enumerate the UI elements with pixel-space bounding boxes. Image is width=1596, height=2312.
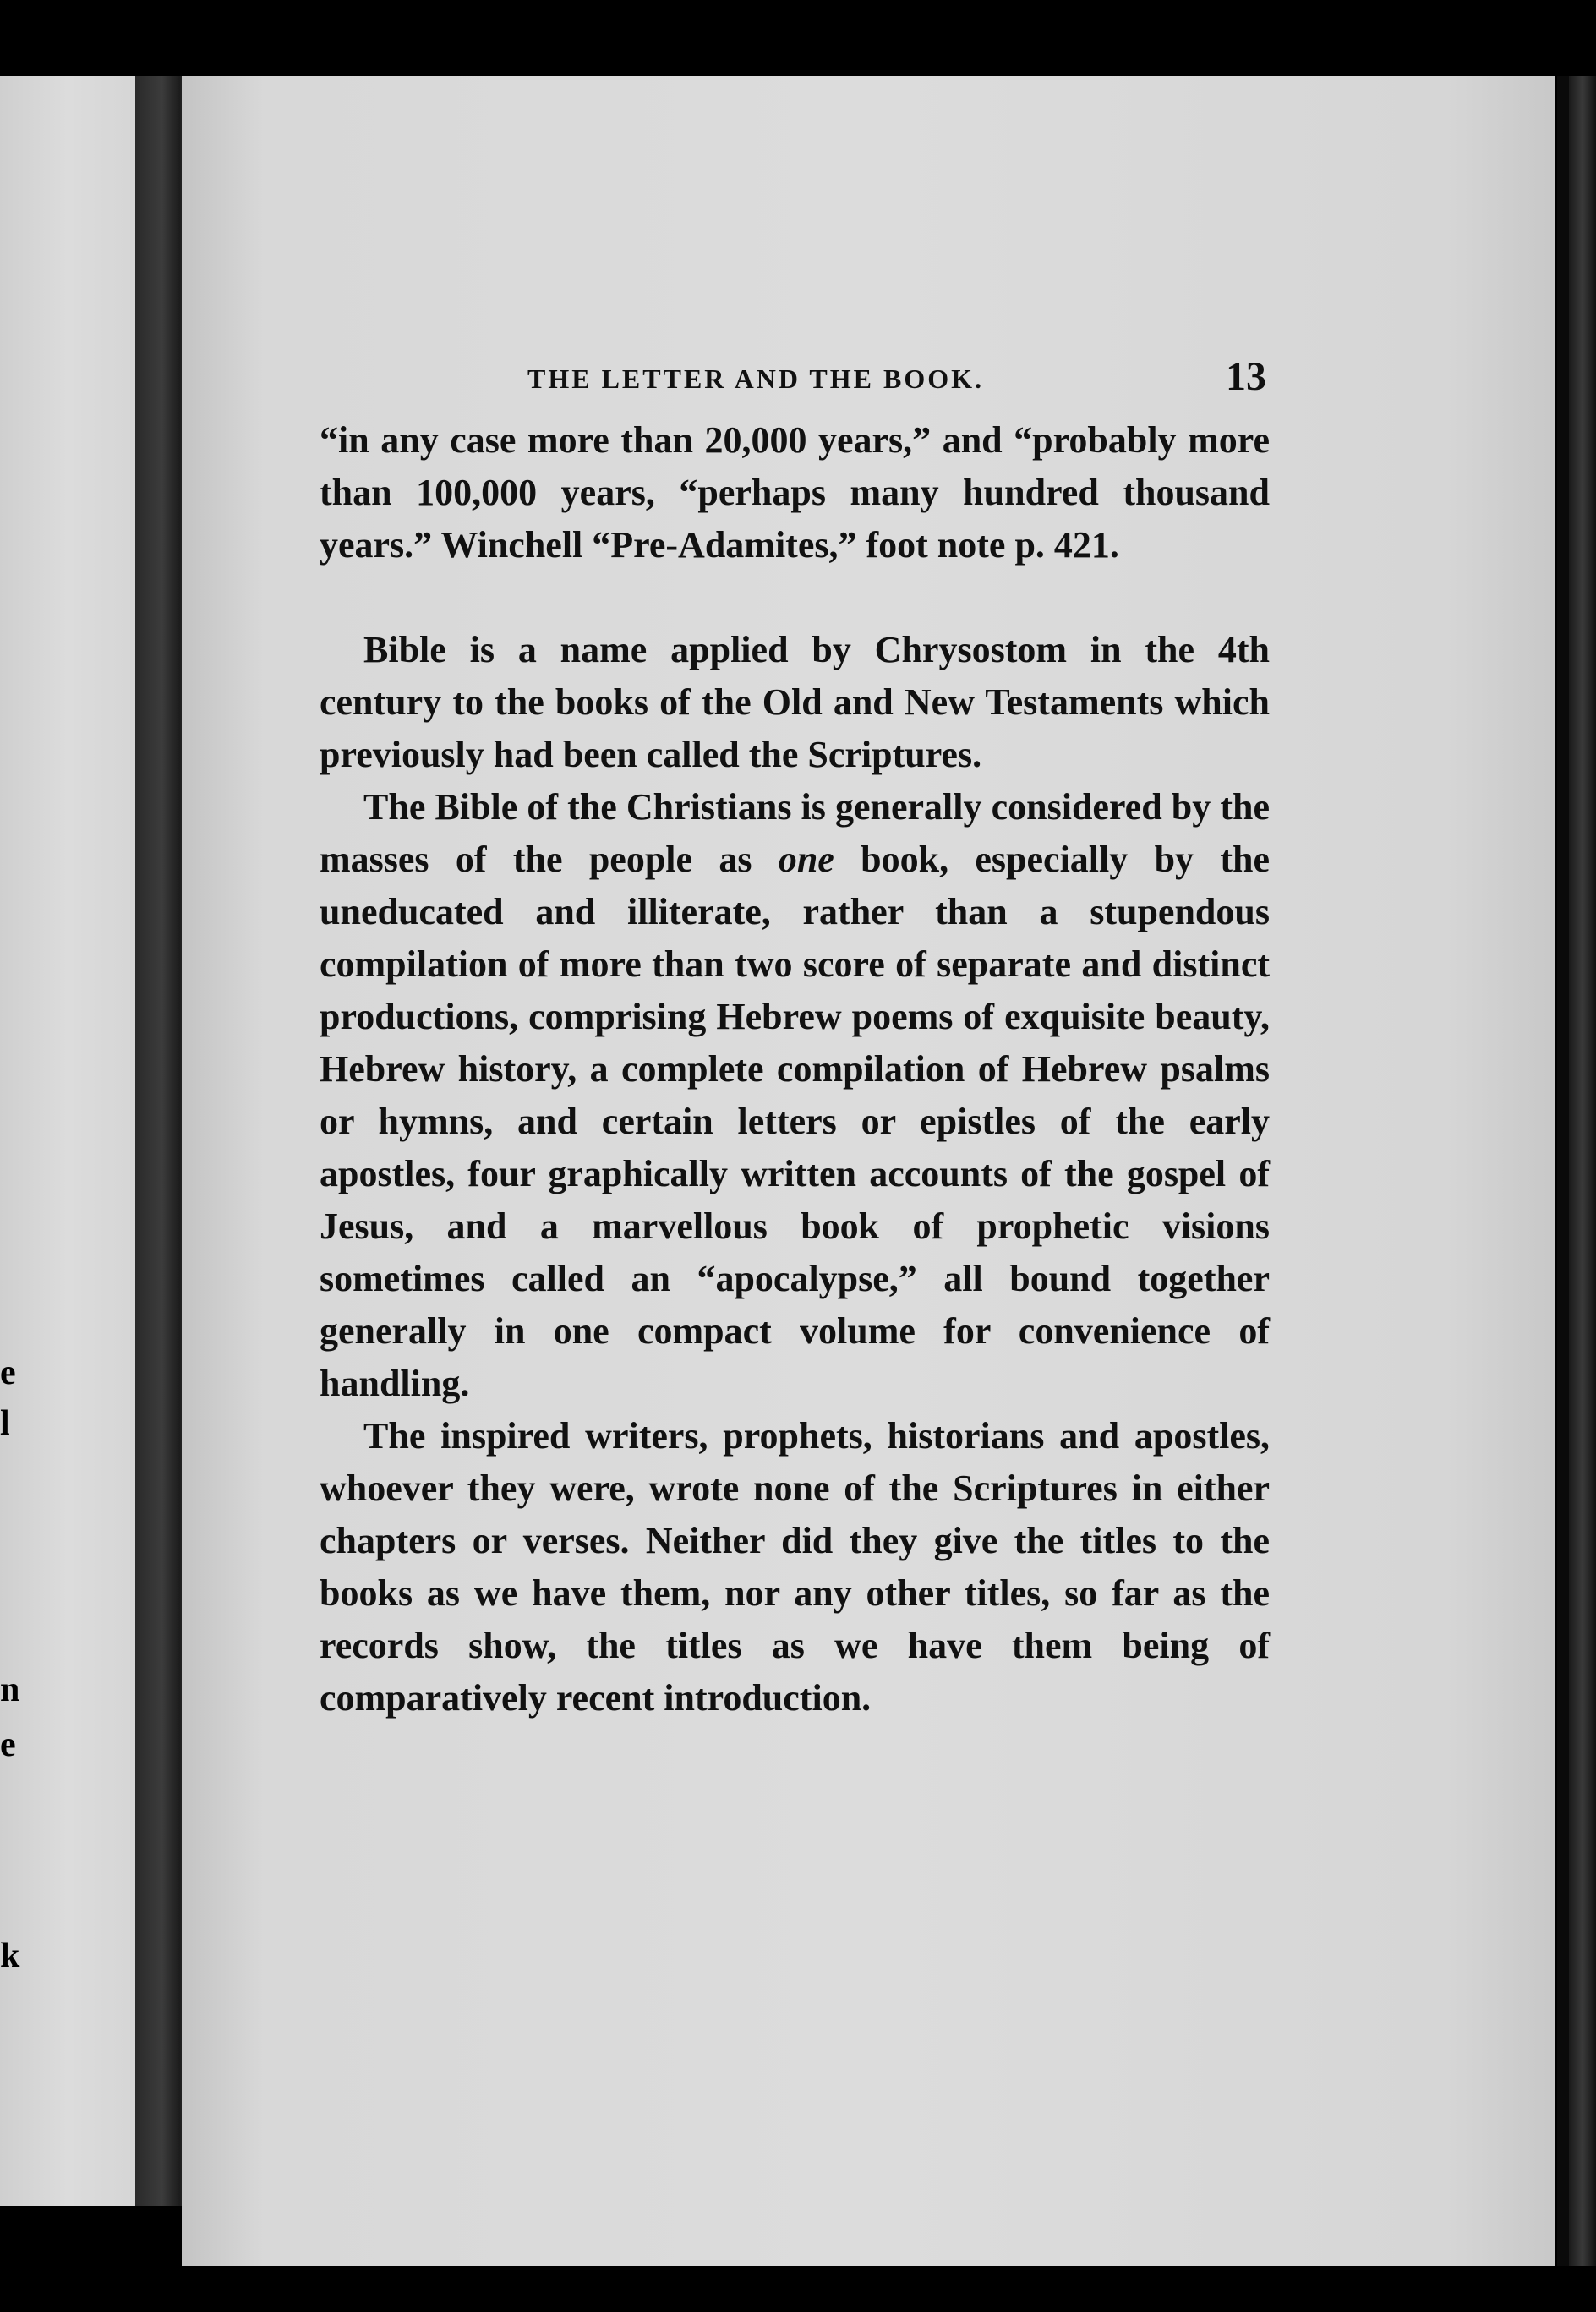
facing-page-letter: n xyxy=(0,1670,20,1709)
emphasized-word: one xyxy=(778,839,834,880)
facing-page-letter: k xyxy=(0,1937,20,1976)
paragraph-text: book, especially by the uneducated and illiterate, rather than a stupendous compilation of more than two score of separate and distinct productions, comprising Hebrew poems of exquisite beauty, Hebrew history, a complete compilation of Hebrew psalms or hymns, and certain letters or epistles of the early apostles, four graphically written accounts of the gospel of Jesus, and a marvellous book of prophetic visions sometimes called an “apocalypse,” all bound together generally in one compact volume for convenience of handling. xyxy=(320,839,1271,1404)
facing-page-letter: e xyxy=(0,1353,16,1392)
running-title: THE LETTER AND THE BOOK. xyxy=(527,363,984,394)
footnote-paragraph: “in any case more than 20,000 years,” and “probably more than 100,000 years, “perhaps many hundred thousand years.” Winchell “Pre-Adamites,” foot note p. 421. xyxy=(320,419,1270,566)
page-content xyxy=(320,338,1270,1724)
paragraph-text: The Bible of the Christians is generally considered by the masses of the people as xyxy=(320,786,1270,880)
paragraph-bible-name: Bible is a name applied by Chrysostom in the 4th century to the books of the Old and New Testaments which previously had been called the Scriptures. xyxy=(320,629,1270,775)
facing-page-letter: l xyxy=(0,1404,10,1443)
facing-page-letter: e xyxy=(0,1725,16,1764)
paragraph-inspired-writers: The inspired writers, prophets, historians and apostles, whoever they were, wrote none of the Scriptures in either chapters or verses. Neither did they give the titles to the books as we have them, nor any other titles, so far as the records show, the titles as we have them being of comparatively recent introduction. xyxy=(320,1415,1270,1719)
page-number: 13 xyxy=(1226,354,1266,399)
page-edge xyxy=(1557,76,1569,2266)
running-head xyxy=(320,338,1270,414)
page-edge-strip xyxy=(1569,76,1596,2266)
paragraph-bible-one-book xyxy=(320,781,1270,1410)
